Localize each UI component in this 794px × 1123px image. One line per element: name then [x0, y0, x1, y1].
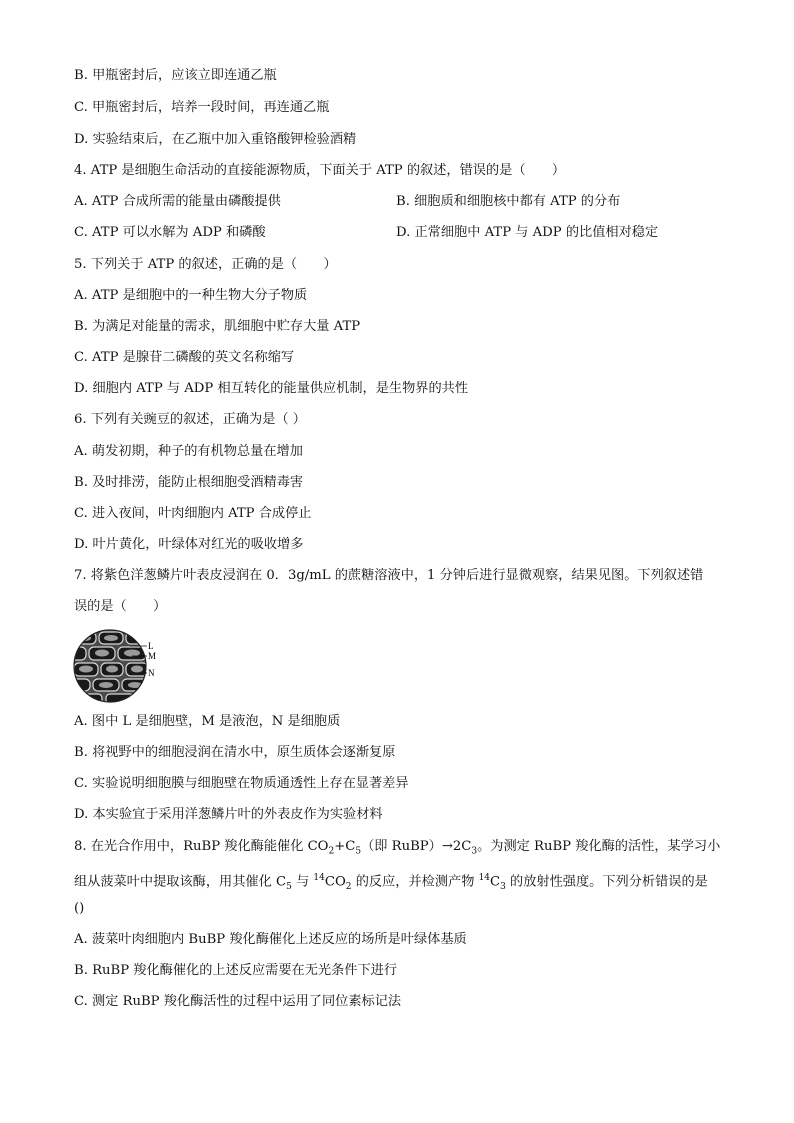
q8-sup: 14	[478, 873, 491, 883]
q8-stem-line1	[74, 838, 720, 861]
q7-option-b: B. 将视野中的细胞浸润在清水中，原生质体会逐渐复原	[74, 745, 396, 760]
q3-option-b: B. 甲瓶密封后，应该立即连通乙瓶	[74, 68, 277, 83]
label-n: N	[148, 668, 155, 678]
q8-sub: 2	[328, 846, 335, 857]
q8-option-b: B. RuBP 羧化酶催化的上述反应需要在无光条件下进行	[74, 963, 398, 978]
q7-stem-line1: 7. 将紫色洋葱鳞片叶表皮浸润在 0．3g/mL 的蔗糖溶液中，1 分钟后进行显微观察，结果见图。下列叙述错	[74, 568, 704, 583]
q3-option-c: C. 甲瓶密封后，培养一段时间，再连通乙瓶	[74, 100, 330, 115]
q8-option-a: A. 菠菜叶肉细胞内 BuBP 羧化酶催化上述反应的场所是叶绿体基质	[74, 932, 467, 947]
onion-cell-micrograph	[72, 626, 162, 708]
q8-sup: 14	[313, 873, 325, 883]
q8-sub: 5	[286, 882, 292, 893]
q8-sub: 2	[345, 882, 352, 893]
q8-stem-part: C	[490, 874, 501, 890]
q5-option-b: B. 为满足对能量的需求，肌细胞中贮存大量 ATP	[74, 319, 361, 334]
q6-option-a: A. 萌发初期，种子的有机物总量在增加	[74, 444, 303, 459]
q8-stem-part: 8. 在光合作用中，RuBP 羧化酶能催化 CO	[74, 839, 329, 854]
q6-option-c: C. 进入夜间，叶肉细胞内 ATP 合成停止	[74, 506, 312, 521]
q7-option-d: D. 本实验宜于采用洋葱鳞片叶的外表皮作为实验材料	[74, 807, 383, 822]
q8-stem-line3: ()	[74, 901, 85, 916]
q4-option-b: B. 细胞质和细胞核中都有 ATP 的分布	[396, 194, 621, 209]
q5-option-c: C. ATP 是腺苷二磷酸的英文名称缩写	[74, 350, 295, 365]
q5-option-d: D. 细胞内 ATP 与 ADP 相互转化的能量供应机制，是生物界的共性	[74, 381, 469, 396]
q6-stem: 6. 下列有关豌豆的叙述，正确为是（ ）	[74, 412, 306, 427]
q8-stem-line2	[74, 869, 708, 896]
q8-stem-part: 与	[291, 874, 314, 890]
micrograph-svg	[72, 626, 162, 708]
q8-sub: 5	[355, 846, 362, 857]
q8-stem-part: +C	[334, 839, 356, 854]
q4-stem: 4. ATP 是细胞生命活动的直接能源物质，下面关于 ATP 的叙述，错误的是（ ）	[74, 163, 566, 178]
q7-option-c: C. 实验说明细胞膜与细胞壁在物质通透性上存在显著差异	[74, 776, 409, 791]
label-l: L	[148, 641, 154, 651]
q8-stem-part: CO	[324, 874, 346, 890]
q4-option-d: D. 正常细胞中 ATP 与 ADP 的比值相对稳定	[396, 225, 659, 240]
q5-option-a: A. ATP 是细胞中的一种生物大分子物质	[74, 288, 308, 303]
q8-sub: 3	[471, 846, 478, 857]
q5-stem: 5. 下列关于 ATP 的叙述，正确的是（ ）	[74, 257, 337, 272]
q6-option-d: D. 叶片黄化，叶绿体对红光的吸收增多	[74, 537, 304, 552]
q8-sub: 3	[500, 882, 506, 893]
q4-option-a: A. ATP 合成所需的能量由磷酸提供	[74, 194, 281, 209]
q4-option-c: C. ATP 可以水解为 ADP 和磷酸	[74, 225, 266, 240]
q6-option-b: B. 及时排涝，能防止根细胞受酒精毒害	[74, 475, 304, 490]
q7-stem-line2: 误的是（ ）	[74, 599, 167, 614]
q8-stem-part: 组从菠菜叶中提取该酶，用其催化 C	[74, 874, 287, 890]
q8-stem-part: 。为测定 RuBP 羧化酶的活性，某学习小	[477, 839, 721, 854]
label-m: M	[148, 651, 157, 661]
q8-stem-part: （即 RuBP）→2C	[361, 839, 472, 854]
q8-option-c: C. 测定 RuBP 羧化酶活性的过程中运用了同位素标记法	[74, 994, 402, 1009]
q3-option-d: D. 实验结束后，在乙瓶中加入重铬酸钾检验酒精	[74, 132, 357, 147]
q8-stem-part: 的放射性强度。下列分析错误的是	[505, 874, 708, 890]
q7-option-a: A. 图中 L 是细胞壁，M 是液泡，N 是细胞质	[74, 714, 341, 729]
q8-stem-part: 的反应，并检测产物	[351, 874, 479, 890]
